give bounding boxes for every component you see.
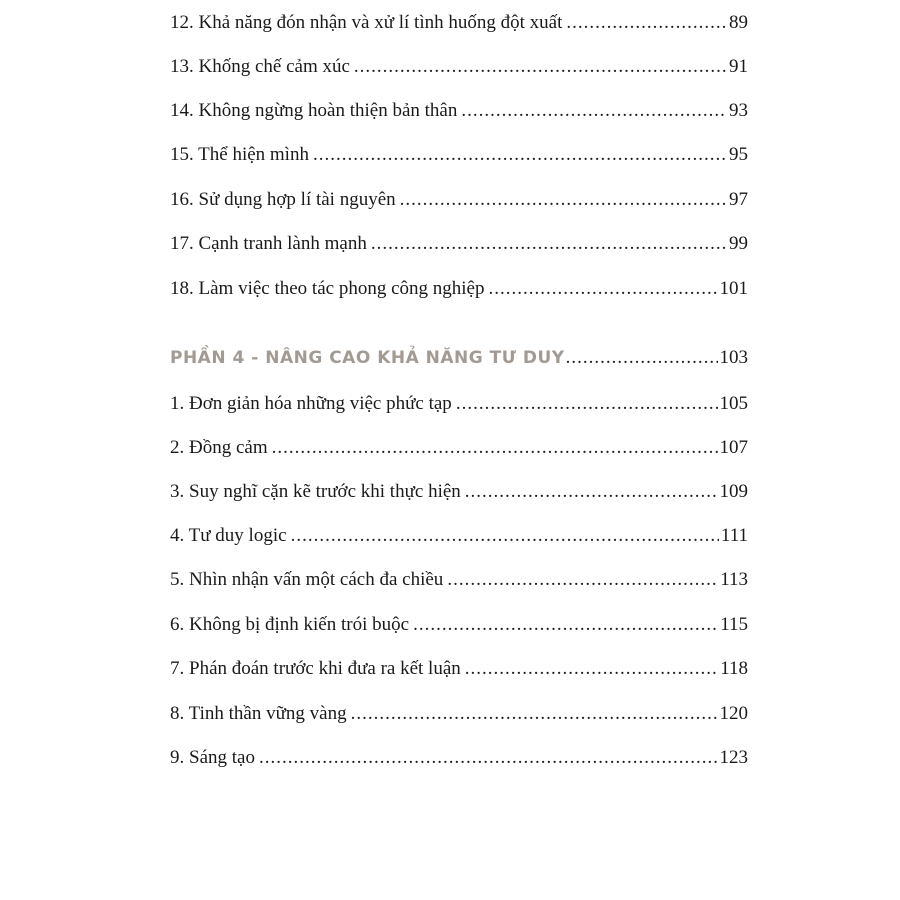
dot-leader [566,10,727,36]
toc-entry [170,142,748,168]
dot-leader [371,231,727,257]
toc-entry-page: 115 [720,614,748,635]
toc-entry-page: 113 [720,569,748,590]
part-page: 103 [719,347,748,368]
toc-entry [170,54,748,80]
dot-leader [291,523,719,549]
toc-entry-title: 9. Sáng tạo [170,747,255,768]
toc-entry-page: 111 [720,525,748,546]
toc-entry-title: 13. Khống chế cảm xúc [170,56,350,77]
toc-entry [170,745,748,771]
part-title: PHẦN 4 - NÂNG CAO KHẢ NĂNG TƯ DUY [170,348,565,368]
toc-entry-title: 5. Nhìn nhận vấn một cách đa chiều [170,569,444,590]
toc-entry [170,98,748,124]
toc-entry [170,435,748,461]
dot-leader [313,142,727,168]
dot-leader [400,187,727,213]
dot-leader [447,567,718,593]
toc-entry-page: 97 [729,189,748,210]
dot-leader [272,435,718,461]
toc-entry-page: 105 [719,393,748,414]
toc-entry [170,231,748,257]
toc-entry-page: 120 [719,703,748,724]
dot-leader [566,345,718,371]
dot-leader [465,479,718,505]
toc-entry-page: 93 [729,100,748,121]
toc-entry-page: 95 [729,144,748,165]
dot-leader [465,656,718,682]
dot-leader [461,98,727,124]
toc-part-heading [170,345,748,371]
toc-entry-title: 12. Khả năng đón nhận và xử lí tình huống đột xuất [170,12,563,33]
toc-entry [170,276,748,302]
dot-leader [488,276,717,302]
toc-entry [170,701,748,727]
toc-entry-title: 17. Cạnh tranh lành mạnh [170,233,367,254]
dot-leader [354,54,727,80]
dot-leader [351,701,718,727]
toc-entry [170,187,748,213]
toc-entry-title: 3. Suy nghĩ cặn kẽ trước khi thực hiện [170,481,461,502]
toc-entry-title: 6. Không bị định kiến trói buộc [170,614,410,635]
dot-leader [413,612,718,638]
toc-entry-title: 1. Đơn giản hóa những việc phức tạp [170,393,452,414]
toc-entry-title: 18. Làm việc theo tác phong công nghiệp [170,278,485,299]
toc-entry [170,523,748,549]
toc-entry-title: 15. Thể hiện mình [170,144,309,165]
toc-entry-page: 89 [729,12,748,33]
toc-entry-title: 2. Đồng cảm [170,437,268,458]
toc-entry [170,391,748,417]
toc-entry-page: 107 [719,437,748,458]
toc-entry-page: 101 [719,278,748,299]
toc-entry-title: 7. Phán đoán trước khi đưa ra kết luận [170,658,461,679]
table-of-contents [170,0,748,900]
toc-entry [170,656,748,682]
dot-leader [259,745,718,771]
toc-entry [170,10,748,36]
dot-leader [456,391,718,417]
toc-entry-page: 99 [729,233,748,254]
toc-entry [170,612,748,638]
toc-entry-title: 4. Tư duy logic [170,525,287,546]
toc-entry-page: 123 [719,747,748,768]
toc-entry-title: 8. Tinh thần vững vàng [170,703,347,724]
toc-entry [170,479,748,505]
toc-entry-page: 91 [729,56,748,77]
toc-entry-page: 118 [720,658,748,679]
toc-entry-title: 16. Sử dụng hợp lí tài nguyên [170,189,396,210]
toc-entry [170,567,748,593]
toc-entry-page: 109 [719,481,748,502]
toc-entry-title: 14. Không ngừng hoàn thiện bản thân [170,100,458,121]
